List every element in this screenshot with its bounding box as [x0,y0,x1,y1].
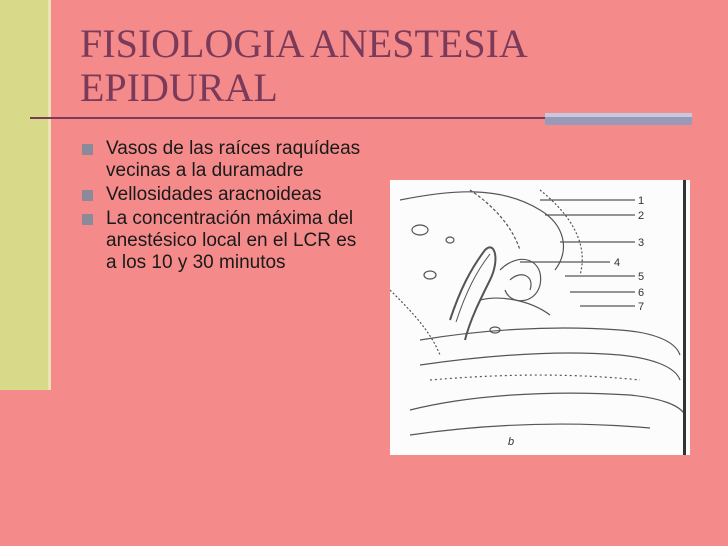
slide-title-line-1: FISIOLOGIA ANESTESIA [80,21,528,66]
bullet-text: Vasos de las raíces raquídeas vecinas a la duramadre [106,138,361,181]
figure-label-4: 4 [614,257,621,269]
figure-label-2: 2 [638,210,645,222]
bullet-list [80,138,370,276]
figure-label-5: 5 [638,271,645,283]
title-rule-accent-highlight [545,113,692,117]
square-bullet-icon [82,214,93,225]
figure-label-1: 1 [638,195,645,207]
anatomy-drawing [390,180,690,455]
bullet-text: La concentración máxima del anestésico local en el LCR es a los 10 y 30 minutos [106,208,357,273]
bullet-item [80,208,370,274]
figure-label-3: 3 [638,237,645,249]
anatomy-figure [390,180,690,455]
square-bullet-icon [82,144,93,155]
figure-label-7: 7 [638,301,645,313]
slide-title-line-2: EPIDURAL [80,65,278,110]
bullet-item [80,184,370,206]
left-accent-bar [0,0,48,390]
figure-label-6: 6 [638,287,645,299]
left-accent-bar-edge [48,0,51,390]
square-bullet-icon [82,190,93,201]
bullet-text: Vellosidades aracnoideas [106,184,322,205]
bullet-item [80,138,370,182]
figure-caption: b [508,436,515,448]
slide-title [80,22,700,110]
